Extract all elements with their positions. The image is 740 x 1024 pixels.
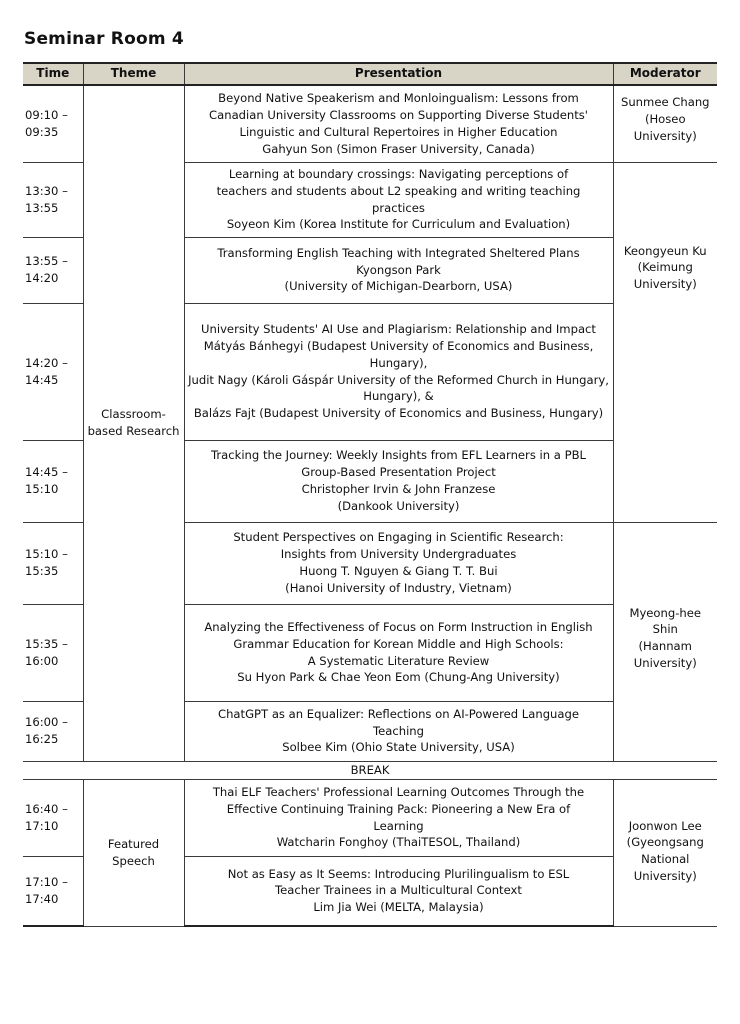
time-line: 15:35 bbox=[25, 564, 59, 578]
presentation-line: Solbee Kim (Ohio State University, USA) bbox=[282, 740, 515, 755]
header-presentation: Presentation bbox=[184, 63, 613, 85]
cell-line: Joonwon Lee bbox=[628, 818, 702, 833]
header-theme: Theme bbox=[83, 63, 184, 85]
time-cell bbox=[23, 162, 83, 237]
presentation-line: practices bbox=[372, 200, 425, 215]
presentation-line: teachers and students about L2 speaking and writing teaching bbox=[216, 183, 581, 198]
time-line: 14:20 bbox=[25, 271, 59, 285]
cell-line: University) bbox=[633, 128, 697, 143]
time-line: 17:40 bbox=[25, 891, 59, 906]
presentation-line: Transforming English Teaching with Integrated Sheltered Plans bbox=[217, 245, 580, 260]
presentation-line: ChatGPT as an Equalizer: Reflections on AI-Powered Language bbox=[217, 706, 580, 721]
time-line: 09:10 – bbox=[25, 107, 68, 122]
table-row bbox=[23, 779, 717, 856]
time-line: 16:25 bbox=[25, 732, 59, 746]
presentation-line: Canadian University Classrooms on Supporting Diverse Students' bbox=[209, 107, 588, 122]
header-moderator: Moderator bbox=[613, 63, 717, 85]
presentation-line: (Hanoi University of Industry, Vietnam) bbox=[285, 580, 512, 595]
theme-cell-featured bbox=[83, 779, 184, 926]
cell-line: (Hoseo bbox=[644, 111, 686, 126]
time-line: 14:45 bbox=[25, 372, 59, 387]
presentation-line: Judit Nagy (Károli Gáspár University of the Reformed Church in Hungary, bbox=[188, 372, 609, 387]
time-line: 13:55 – bbox=[25, 254, 68, 269]
cell-line: University) bbox=[633, 277, 697, 292]
time-cell bbox=[23, 85, 83, 162]
time-line: 16:40 – bbox=[25, 801, 68, 816]
presentation-line: Soyeon Kim (Korea Institute for Curriculum and Evaluation) bbox=[226, 217, 571, 232]
time-cell bbox=[23, 856, 83, 926]
moderator-cell bbox=[613, 522, 717, 761]
time-line: 17:10 bbox=[25, 818, 59, 833]
time-cell bbox=[23, 303, 83, 440]
time-line: 15:35 – bbox=[25, 636, 68, 651]
time-cell bbox=[23, 522, 83, 604]
time-line: 16:00 – bbox=[25, 715, 68, 730]
cell-line: (Keimung bbox=[637, 260, 693, 275]
presentation-line: Student Perspectives on Engaging in Scientific Research: bbox=[233, 530, 564, 545]
presentation-line: Hungary), & bbox=[363, 389, 434, 404]
cell-line: (Gyeongsang bbox=[626, 835, 704, 850]
theme-cell-classroom bbox=[83, 85, 184, 761]
cell-line: based Research bbox=[87, 424, 180, 439]
cell-line: University) bbox=[633, 868, 697, 883]
presentation-line: Insights from University Undergraduates bbox=[280, 547, 517, 562]
presentation-line: Kyongson Park bbox=[356, 262, 441, 277]
header-row bbox=[23, 63, 717, 85]
presentation-line: Tracking the Journey: Weekly Insights from EFL Learners in a PBL bbox=[211, 448, 586, 463]
moderator-cell bbox=[613, 162, 717, 522]
cell-line: Classroom- bbox=[101, 407, 166, 422]
time-line: 14:20 – bbox=[25, 355, 68, 370]
presentation-line: Group-Based Presentation Project bbox=[301, 465, 496, 480]
time-line: 15:10 bbox=[25, 482, 59, 496]
presentation-cell bbox=[184, 440, 613, 522]
presentation-cell bbox=[184, 856, 613, 926]
presentation-cell bbox=[184, 604, 613, 701]
presentation-line: Teaching bbox=[373, 723, 424, 738]
time-cell bbox=[23, 440, 83, 522]
cell-line: (Hannam bbox=[638, 639, 692, 654]
presentation-line: A Systematic Literature Review bbox=[307, 653, 490, 668]
cell-line: Speech bbox=[112, 853, 155, 868]
presentation-cell bbox=[184, 303, 613, 440]
cell-line: Sunmee Chang bbox=[620, 95, 710, 109]
presentation-cell bbox=[184, 162, 613, 237]
presentation-line: Effective Continuing Training Pack: Pioneering a New Era of bbox=[226, 801, 571, 816]
cell-line: Myeong-hee bbox=[629, 605, 702, 620]
time-cell bbox=[23, 604, 83, 701]
cell-line: Shin bbox=[652, 622, 678, 637]
moderator-cell bbox=[613, 85, 717, 162]
presentation-line: (University of Michigan-Dearborn, USA) bbox=[284, 279, 513, 294]
time-line: 16:00 bbox=[25, 653, 59, 668]
header-time: Time bbox=[23, 63, 83, 85]
break-label: BREAK bbox=[23, 761, 717, 779]
presentation-line: Grammar Education for Korean Middle and High Schools: bbox=[233, 636, 564, 651]
presentation-line: Mátyás Bánhegyi (Budapest University of Economics and Business, bbox=[203, 338, 594, 353]
time-line: 17:10 – bbox=[25, 874, 68, 889]
break-row bbox=[23, 761, 717, 779]
presentation-line: Lim Jia Wei (MELTA, Malaysia) bbox=[313, 900, 484, 915]
presentation-line: Analyzing the Effectiveness of Focus on Form Instruction in English bbox=[204, 619, 593, 634]
presentation-line: Beyond Native Speakerism and Monloingualism: Lessons from bbox=[218, 91, 579, 106]
presentation-cell bbox=[184, 85, 613, 162]
presentation-line: Hungary), bbox=[369, 355, 428, 370]
time-cell bbox=[23, 237, 83, 303]
time-line: 15:10 – bbox=[25, 547, 68, 562]
schedule-table bbox=[23, 62, 717, 927]
cell-line: Featured bbox=[107, 836, 160, 851]
presentation-line: Su Hyon Park & Chae Yeon Eom (Chung-Ang University) bbox=[237, 670, 560, 685]
cell-line: National bbox=[641, 852, 690, 867]
presentation-line: Balázs Fajt (Budapest University of Economics and Business, Hungary) bbox=[193, 406, 604, 421]
presentation-line: Christopher Irvin & John Franzese bbox=[301, 482, 496, 496]
moderator-cell bbox=[613, 779, 717, 926]
cell-line: Keongyeun Ku bbox=[623, 243, 707, 258]
time-line: 13:55 bbox=[25, 200, 59, 215]
cell-line: University) bbox=[633, 655, 697, 670]
presentation-cell bbox=[184, 779, 613, 856]
presentation-line: Thai ELF Teachers' Professional Learning Outcomes Through the bbox=[212, 784, 585, 799]
presentation-line: Huong T. Nguyen & Giang T. T. Bui bbox=[299, 564, 498, 578]
presentation-line: Learning at boundary crossings: Navigating perceptions of bbox=[228, 166, 569, 181]
time-line: 13:30 – bbox=[25, 183, 68, 198]
time-cell bbox=[23, 779, 83, 856]
presentation-cell bbox=[184, 701, 613, 761]
presentation-line: University Students' AI Use and Plagiarism: Relationship and Impact bbox=[201, 322, 596, 337]
time-line: 09:35 bbox=[25, 124, 59, 139]
presentation-line: Learning bbox=[373, 818, 424, 833]
presentation-line: Teacher Trainees in a Multicultural Context bbox=[275, 883, 522, 898]
presentation-cell bbox=[184, 237, 613, 303]
presentation-line: Gahyun Son (Simon Fraser University, Canada) bbox=[262, 141, 535, 156]
page-title: Seminar Room 4 bbox=[24, 29, 184, 49]
presentation-line: (Dankook University) bbox=[337, 498, 460, 513]
presentation-line: Watcharin Fonghoy (ThaiTESOL, Thailand) bbox=[276, 835, 521, 850]
time-line: 14:45 – bbox=[25, 465, 68, 480]
presentation-line: Linguistic and Cultural Repertoires in Higher Education bbox=[239, 124, 558, 139]
time-cell bbox=[23, 701, 83, 761]
presentation-cell bbox=[184, 522, 613, 604]
table-row bbox=[23, 85, 717, 162]
presentation-line: Not as Easy as It Seems: Introducing Plurilingualism to ESL bbox=[227, 866, 570, 881]
